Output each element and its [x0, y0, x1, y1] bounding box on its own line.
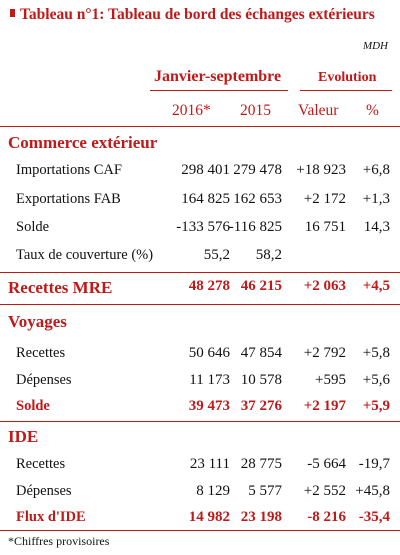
footnote: *Chiffres provisoires: [8, 534, 110, 548]
header-bottom-rule: [0, 126, 400, 127]
col-header-pct: %: [366, 102, 379, 119]
row-divider: [0, 421, 400, 422]
page-title: [10, 6, 375, 24]
table-row: Dépenses 11 173 10 578 +595 +5,6: [16, 372, 390, 388]
title-text: Tableau n°1: Tableau de bord des échanges extérieurs: [20, 6, 375, 23]
table-row-total: Solde 39 473 37 276 +2 197 +5,9: [16, 398, 390, 414]
evolution-header: Evolution: [318, 70, 377, 85]
header-divider: [150, 90, 288, 91]
row-divider: [0, 530, 400, 531]
row-divider: [0, 272, 400, 273]
unit-label: MDH: [362, 40, 388, 52]
table-row: Dépenses 8 129 5 577 +2 552 +45,8: [16, 483, 390, 499]
col-header-2016: 2016*: [172, 102, 211, 119]
table-row: Importations CAF 298 401 279 478 +18 923 +6,8: [16, 162, 390, 178]
col-header-valeur: Valeur: [298, 102, 339, 119]
table-row: Exportations FAB 164 825 162 653 +2 172 +1,3: [16, 191, 390, 207]
col-header-2015: 2015: [240, 102, 271, 119]
table-row: Recettes 50 646 47 854 +2 792 +5,8: [16, 345, 390, 361]
table-row: Solde -133 576 -116 825 16 751 14,3: [16, 219, 390, 235]
section-title-voyages: Voyages: [8, 312, 67, 331]
section-title-ide: IDE: [8, 427, 39, 446]
header-divider-evolution: [300, 90, 392, 91]
table-row: Recettes 23 111 28 775 -5 664 -19,7: [16, 456, 390, 472]
section-title-commerce: Commerce extérieur: [8, 133, 158, 152]
period-header: Janvier-septembre: [154, 68, 282, 85]
table-row-mre: Recettes MRE 48 278 46 215 +2 063 +4,5: [8, 278, 390, 297]
table-row-total: Flux d'IDE 14 982 23 198 -8 216 -35,4: [16, 509, 390, 525]
bullet-square-icon: [10, 9, 15, 17]
row-divider: [0, 304, 400, 305]
table-row: Taux de couverture (%) 55,2 58,2: [16, 247, 282, 263]
